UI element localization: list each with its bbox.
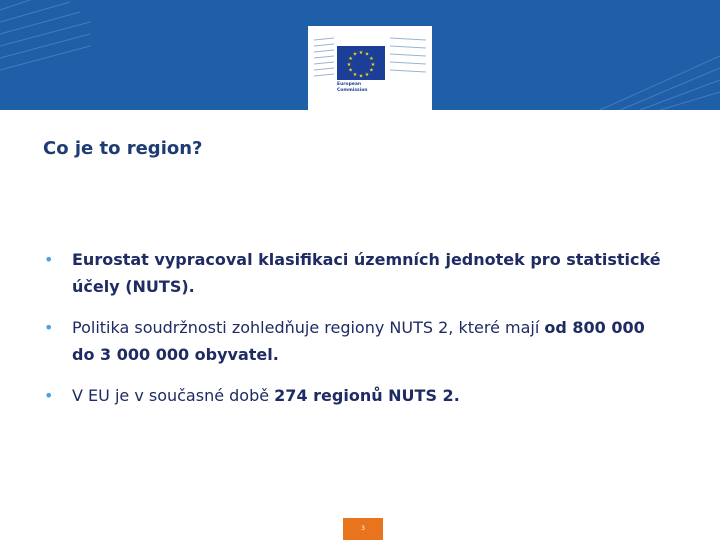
bullet-list	[44, 246, 664, 423]
svg-text:★: ★	[352, 51, 358, 58]
bullet-dot-icon: •	[44, 250, 54, 269]
svg-text:★: ★	[370, 61, 376, 68]
header-banner	[0, 0, 720, 110]
svg-text:★: ★	[352, 72, 358, 78]
svg-text:★: ★	[348, 67, 353, 74]
bullet-item	[44, 246, 664, 300]
svg-text:★: ★	[369, 67, 374, 74]
eu-flag-icon	[337, 46, 385, 80]
svg-text:★: ★	[358, 50, 364, 56]
bullet-text: 274 regionů NUTS 2.	[274, 386, 460, 405]
svg-text:★: ★	[369, 55, 374, 62]
bullet-text: od 800 000 do 3 000 000 obyvatel.	[72, 318, 645, 364]
bullet-item	[44, 382, 664, 409]
slide-title: Co je to region?	[43, 138, 203, 159]
bullet-text: Politika soudržnosti zohledňuje regiony NUTS 2, které mají	[72, 318, 545, 337]
svg-text:★: ★	[346, 61, 352, 68]
bullet-dot-icon: •	[44, 318, 54, 337]
svg-text:★: ★	[364, 72, 370, 78]
logo-wordmark: European Commission	[337, 82, 368, 93]
svg-text:★: ★	[364, 51, 370, 58]
bullet-text: V EU je v současné době	[72, 386, 275, 405]
page-number: 3	[343, 518, 383, 540]
bullet-dot-icon: •	[44, 386, 54, 405]
bullet-text: Eurostat vypracoval klasifikaci územních jednotek pro statistické účely (NUTS).	[72, 250, 661, 296]
svg-text:★: ★	[348, 55, 353, 62]
svg-text:★: ★	[358, 73, 364, 80]
bullet-item	[44, 314, 664, 368]
